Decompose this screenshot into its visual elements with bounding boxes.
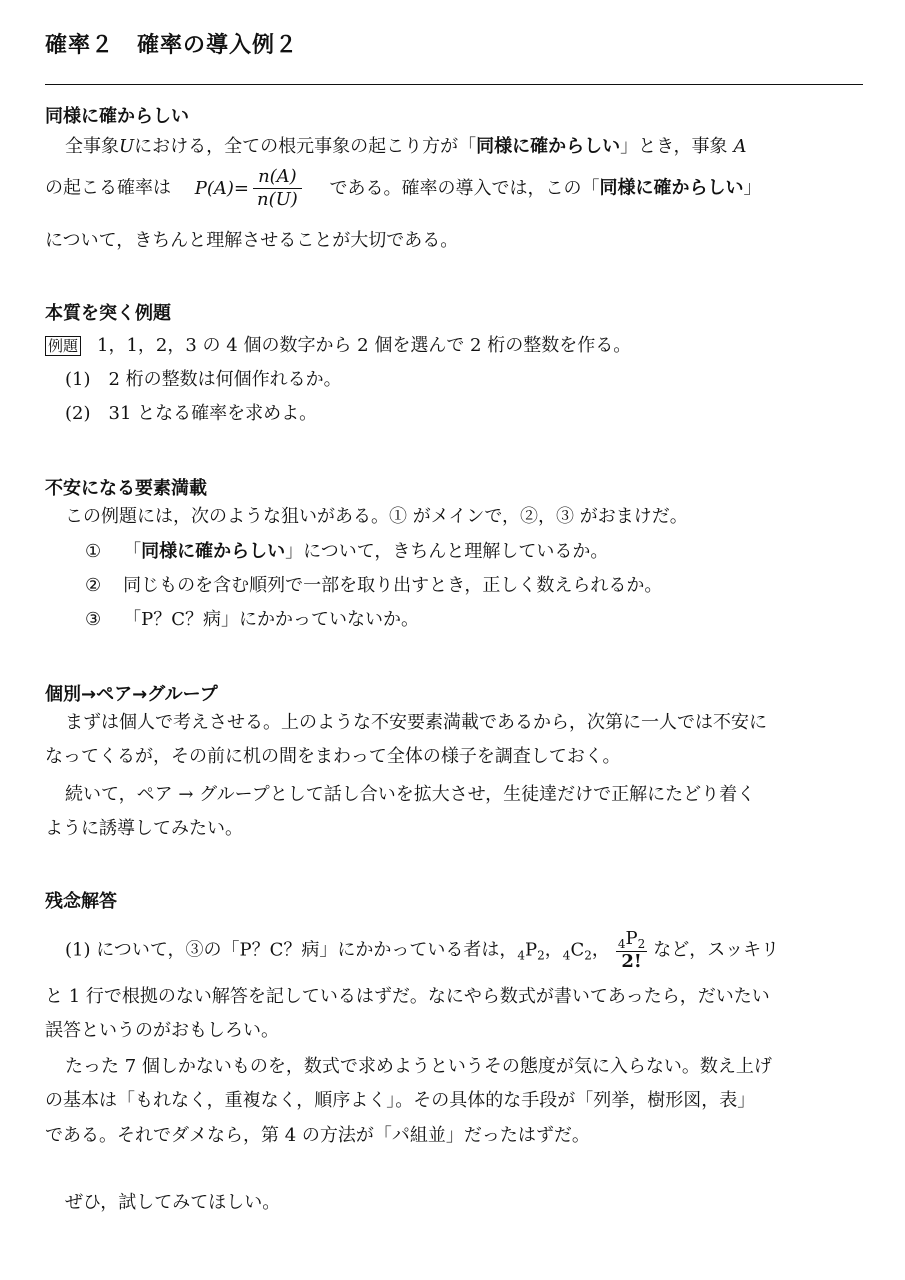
- text: ，: [544, 939, 563, 961]
- math-subscript: 2: [537, 948, 545, 963]
- example-problem: [45, 336, 631, 356]
- text: の起こる確率は: [45, 177, 171, 199]
- paragraph-line: なってくるが，その前に机の間をまわって全体の様子を調査しておく。: [45, 746, 621, 767]
- paragraph-line: 続いて，ペア → グループとして話し合いを拡大させ，生徒達だけで正解にたどり着く: [65, 784, 756, 805]
- text: 」: [743, 177, 762, 199]
- closing-line: ぜひ，試してみてほしい。: [65, 1192, 281, 1213]
- list-number: ③: [85, 609, 102, 630]
- text: ，: [591, 939, 610, 961]
- math-C: C: [570, 939, 585, 961]
- math-A: A: [733, 136, 747, 157]
- example-tag: 例題: [45, 336, 81, 356]
- list-number: ①: [85, 541, 102, 562]
- page-title: 確率２ 確率の導入例２: [45, 33, 299, 58]
- title-divider: [45, 84, 863, 85]
- paragraph-line: 誤答というのがおもしろい。: [45, 1020, 279, 1041]
- text: (1) について，③の「P？C？病」にかかっている者は，: [65, 939, 518, 961]
- fraction-denominator: 2!: [621, 951, 642, 972]
- paragraph-line: ように誘導してみたい。: [45, 818, 243, 839]
- section-heading-individual-pair-group: 個別→ペア→グループ: [45, 684, 218, 705]
- math-subscript: 2: [584, 948, 592, 963]
- bold-text: 同様に確からしい: [141, 541, 286, 562]
- probability-fraction: [253, 168, 302, 209]
- math-subscript: 2: [637, 937, 646, 951]
- paragraph-line: の基本は「もれなく，重複なく，順序よく」。その具体的な手段が「列挙，樹形図，表」: [45, 1090, 756, 1111]
- paragraph-line: について，きちんと理解させることが大切である。: [45, 230, 459, 251]
- section-heading-wrong-answer: 残念解答: [45, 891, 117, 912]
- formula-lhs: P(A)=: [194, 177, 249, 199]
- question-2: (2) 31 となる確率を求めよ。: [65, 403, 318, 424]
- text: 同じものを含む順列で一部を取り出すとき，正しく数えられるか。: [123, 575, 663, 596]
- text: である。確率の導入では，この「: [329, 177, 600, 199]
- math-prescript: 4: [562, 948, 571, 963]
- bold-text: 同様に確からしい: [476, 136, 621, 157]
- math-prescript: 4: [617, 937, 626, 951]
- list-item: [85, 611, 419, 629]
- text: 「: [123, 541, 142, 562]
- text: 1，1，2，3 の 4 個の数字から 2 個を選んで 2 桁の整数を作る。: [97, 335, 632, 356]
- paragraph-line: この例題には，次のような狙いがある。① がメインで，②，③ がおまけだ。: [65, 506, 688, 527]
- math-U: U: [119, 136, 135, 157]
- list-number: ②: [85, 575, 102, 596]
- math-prescript: 4: [517, 948, 526, 963]
- paragraph-line: まずは個人で考えさせる。上のような不安要素満載であるから，次第に一人では不安に: [65, 712, 767, 733]
- bold-text: 同様に確からしい: [599, 177, 744, 199]
- fraction-numerator: n(A): [253, 168, 302, 189]
- paragraph-line: [45, 138, 746, 156]
- paragraph-line-formula: [45, 168, 762, 209]
- section-heading-equally-likely: 同様に確からしい: [45, 106, 189, 127]
- permutation-fraction: [616, 930, 647, 971]
- list-item: [85, 577, 662, 595]
- text: など，スッキリ: [653, 939, 780, 961]
- text: 」について，きちんと理解しているか。: [285, 541, 609, 562]
- paragraph-line: たった 7 個しかないものを，数式で求めようというその態度が気に入らない。数え上げ: [65, 1056, 772, 1077]
- question-1: (1) 2 桁の整数は何個作れるか。: [65, 369, 342, 390]
- section-heading-example: 本質を突く例題: [45, 303, 171, 324]
- text: における，全ての根元事象の起こり方が「: [134, 136, 477, 157]
- list-item: [85, 543, 608, 561]
- fraction-denominator: n(U): [256, 189, 298, 210]
- math-P: P: [625, 928, 638, 949]
- section-heading-anxiety: 不安になる要素満載: [45, 478, 207, 499]
- text: 「P？C？病」にかかっていないか。: [123, 609, 420, 630]
- fraction-numerator: [616, 930, 647, 952]
- paragraph-line: である。それでダメなら，第 4 の方法が「パ組並」だったはずだ。: [45, 1125, 590, 1146]
- math-P: P: [525, 939, 538, 961]
- paragraph-line: と 1 行で根拠のない解答を記しているはずだ。なにやら数式が書いてあったら，だいたい: [45, 986, 770, 1007]
- text: 全事象: [65, 136, 119, 157]
- paragraph-line-formula: [45, 930, 779, 971]
- text: 」とき，事象: [620, 136, 728, 157]
